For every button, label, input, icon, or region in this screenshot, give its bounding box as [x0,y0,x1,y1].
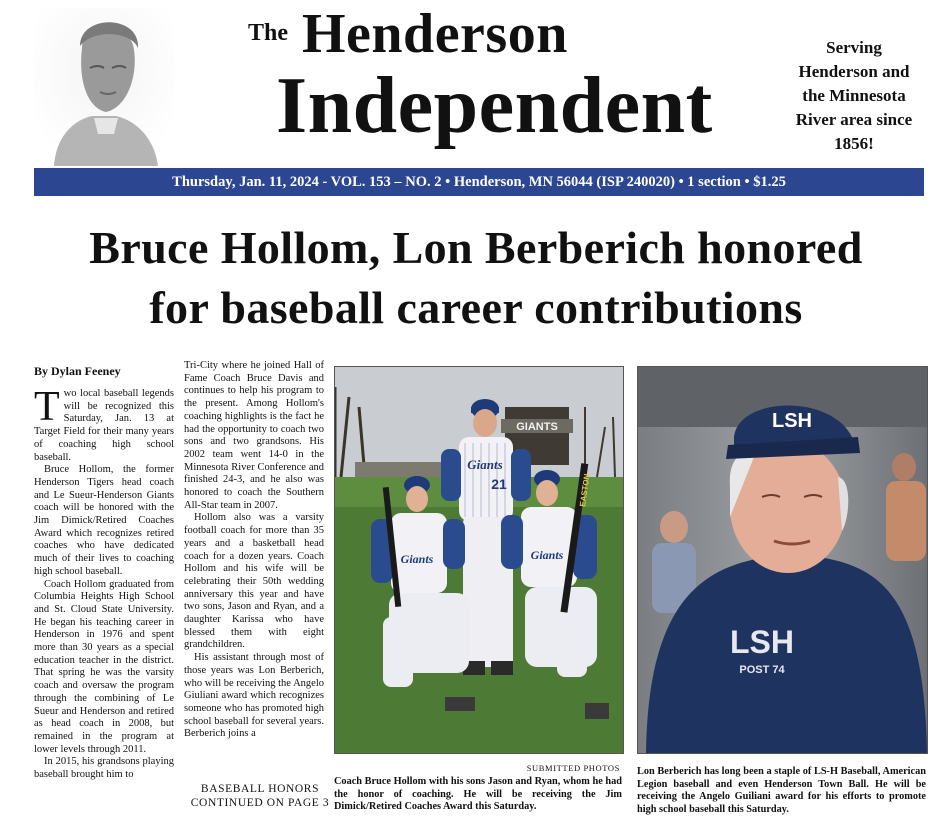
photo-caption-2: Lon Berberich has long been a staple of LS-H Baseball, American Legion baseball and even Henderson Town Ball. He will be receiving the Angelo Guiliani award for his efforts to promote high school baseball this Saturday. [637,766,926,815]
article-paragraph-text: wo local baseball legends will be recognized this Saturday, Jan. 13 at Target Field for their many years of coaching high school baseball. [34,388,174,463]
article-paragraph: Bruce Hollom, the former Henderson Tigers head coach and Le Sueur-Henderson Giants coach will be honored with the Jim Dimick/Retired Coaches Award which recognizes retired coaches who have dedicated much of their lives to coaching high school baseball. [34,464,174,577]
baseball-team-photo [335,367,623,753]
masthead-title-independent: Independent [276,62,713,150]
jump-page-reference: CONTINUED ON PAGE 3 [190,797,330,809]
jersey-wordmark: Giants [467,457,503,472]
jersey-number: 21 [491,476,507,492]
serving-line: 1856! [834,134,874,153]
headline-line: Bruce Hollom, Lon Berberich honored [89,222,863,273]
serving-line: Serving [826,38,882,57]
photo-credit: SUBMITTED PHOTOS [526,763,620,773]
photo-berberich [637,366,928,754]
byline: By Dylan Feeney [34,364,121,378]
shirt-logo-text: LSH [730,624,794,660]
serving-line: River area since [795,110,913,129]
bat-brand-text: EASTON [578,473,592,508]
article-column-1 [34,384,174,782]
jump-section-name: BASEBALL HONORS [200,783,320,795]
headline-line: for baseball career contributions [149,282,803,333]
jersey-wordmark-right: Giants [530,548,564,562]
article-paragraph: Coach Hollom graduated from Columbia Heights High School and St. Cloud State University. He began his teaching career in Henderson in 1976 and spent more than 30 years as a special education teacher in the district. That spring he was the varsity coach and oversaw the program through the combining of Le Sueur and Henderson and retired as head coach in 2008, but remained in the program at lower levels through 2011. [34,578,174,755]
article-paragraph: Tri-City where he joined Hall of Fame Coach Bruce Davis and continues to help his program to the present. Among Hollom's coaching highlights is the fact he had the opportunity to coach two sons and two grandsons. His 2002 team went 14-0 in the Minnesota River Conference and finished 24-3, and he also was honored to coach the Southern All-Star team in 2007. [184,360,324,511]
article-paragraph: His assistant through most of those years was Lon Berberich, who will be receiving the Angelo Giuliani award which recognizes someone who has promoted high school baseball for several years. Berberich joins a [184,652,324,740]
coach-portrait-photo [638,367,927,753]
masthead-title-henderson: Henderson [302,3,568,65]
article-column-2 [184,360,324,741]
photo-hollom-family [334,366,624,754]
article-paragraph [34,384,174,464]
article-paragraph: Hollom also was a varsity football coach for more than 35 years and a basketball head coach for a dozen years. Coach Hollom and his wife will be celebrating their 50th wedding anniversary this year and have two sons, Jason and Ryan, and a daughter Karissa who have blessed them with eight grandchildren. [184,512,324,651]
serving-line: Henderson and [798,62,910,81]
dateline-bar: Thursday, Jan. 11, 2024 - VOL. 153 – NO. 2 • Henderson, MN 56044 (ISP 240020) • 1 section • $1.25 [34,168,924,196]
article-paragraph: In 2015, his grandsons playing baseball brought him to [34,756,174,781]
cap-logo-text: LSH [772,410,812,432]
shirt-sub-text: POST 74 [739,664,785,676]
founder-bust-image [34,8,174,166]
drop-cap: T [34,384,60,430]
serving-line: the Minnesota [802,86,906,105]
masthead-the: The [248,20,289,46]
scoreboard-text: GIANTS [516,421,558,433]
main-headline [20,218,932,338]
serving-tagline [776,36,932,156]
photo-caption-1: Coach Bruce Hollom with his sons Jason and Ryan, whom he had the honor of coaching. He will be receiving the Jim Dimick/Retired Coaches Award this Saturday. [334,776,622,813]
jersey-wordmark-left: Giants [400,552,434,566]
continued-jump-line[interactable] [190,782,330,810]
